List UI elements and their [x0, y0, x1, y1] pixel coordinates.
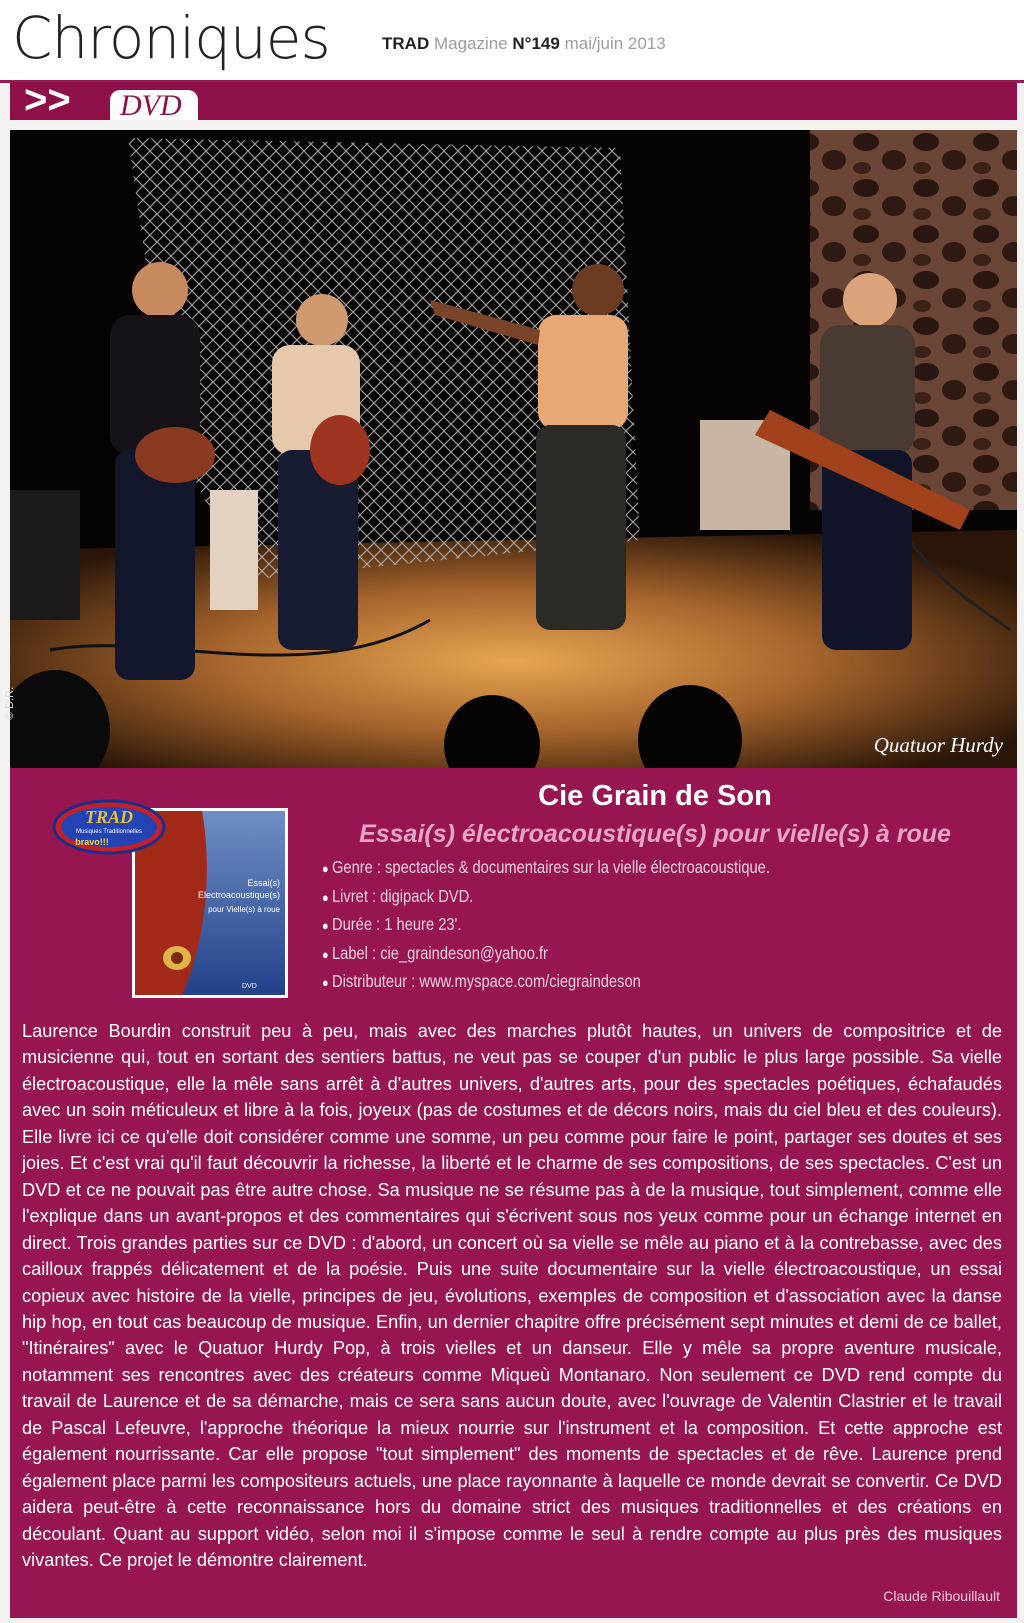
page-header — [0, 0, 1024, 83]
review-body: Laurence Bourdin construit peu à peu, mais avec des marches plutôt hautes, un univers de compositrice et de musicienne qui, tout en sortant des sentiers battus, ne veut pas se couper d'un public le plus large possible. Sa vielle électroacoustique, elle la mêle sans arrêt à d'autres univers, d'autres arts, pour des spectacles poétiques, échafaudés avec un soin méticuleux et libre à la fois, joyeux (pas de costumes et de décors noirs, mais du ciel bleu et des couleurs). Elle livre ici ce qu'elle doit considérer comme une somme, un peu comme pour faire le point, partager ses doutes et ses joies. Et c'est vrai qu'il faut découvrir la richesse, la liberté et le charme de ses compositions, de ses spectacles. C'est un DVD et ce ne pouvait pas être autre chose. Sa musique ne se résume pas à de la musique, tout simplement, comme elle l'explique dans un avant-propos et des commentaires qui s'écrivent sous nos yeux comme pour un échange internet en direct. Trois grandes parties sur ce DVD : d'abord, un concert où sa vielle se mêle au piano et à la contrebasse, avec des cailloux frappés délicatement et de la poésie. Puis une suite documentaire sur la vielle électroacoustique, un essai copieux avec histoire de la vielle, principes de jeu, évolutions, exemples de composition et d'association avec la danse hip hop, en tout cas beaucoup de musique. Enfin, un dernier chapitre offre précisément sept minutes et demi de ce ballet, "Itinéraires" avec le Quatuor Hurdy Pop, à trois vielles et un danseur. Elle y mêle sa propre aventure musicale, notamment ses rencontres avec des créateurs comme Miqueù Montanaro. Non seulement ce DVD rend compte du travail de Laurence et de sa démarche, mais ce sera sans aucun doute, avec l'ouvrage de Valentin Clastrier et le travail de Pascal Lefeuvre, l'approche théorique la mieux nourrie sur l'instrument et la composition. Et cette approche est également nourrissante. Car elle propose "tout simplement" des moments de spectacles et de rêve. Laurence prend également place parmi les compositeurs actuels, une place rayonnante à laquelle ce monde devrait se convertir. Ce DVD aidera peut-être à cette reconnaissance hors du domaine strict des musiques traditionnelles et des créations en découlant. Quant au support vidéo, selon moi il s'impose comme le seul à rendre compte au plus près des musiques vivantes. Ce projet le démontre clairement. — [22, 1021, 1002, 1571]
concert-photo — [10, 130, 1017, 768]
chevrons-icon: >> — [24, 78, 71, 122]
category-band — [10, 78, 1017, 122]
concert-photo-illustration — [10, 130, 1017, 768]
cover-dvd-mark: DVD — [242, 983, 257, 990]
category-label: DVD — [120, 89, 182, 122]
cover-line-1: Essai(s) — [247, 878, 280, 888]
artist-name: Cie Grain de Son — [538, 780, 772, 812]
magazine-info — [382, 34, 666, 54]
spec-duree: ● Durée : 1 heure 23'. — [322, 911, 826, 940]
trad-bravo-badge — [52, 796, 166, 858]
magazine-issue: N°149 — [512, 34, 560, 53]
magazine-date: mai/juin 2013 — [564, 34, 666, 53]
photo-credit: © D.R. — [4, 686, 16, 720]
review-author: Claude Ribouillault — [883, 1588, 1000, 1604]
magazine-name: Magazine — [433, 34, 508, 53]
spec-label: ● Label : cie_graindeson@yahoo.fr — [322, 940, 826, 969]
section-title: Chroniques — [12, 4, 330, 72]
cover-line-3: pour Vielle(s) à roue — [208, 905, 280, 914]
category-tab — [110, 90, 198, 120]
cover-line-2: Electroacoustique(s) — [197, 890, 280, 900]
album-specs — [322, 854, 826, 997]
spec-livret: ● Livret : digipack DVD. — [322, 883, 826, 912]
photo-caption: Quatuor Hurdy — [873, 733, 1003, 757]
badge-bravo: bravo!!! — [75, 837, 109, 847]
album-title: Essai(s) électroacoustique(s) pour vielle(s) à roue — [359, 820, 951, 848]
badge-subtitle: Musiques Traditionnelles — [75, 829, 143, 835]
magazine-brand: TRAD — [382, 34, 430, 53]
bravo-badge-icon — [52, 796, 166, 858]
badge-brand: TRAD — [84, 807, 134, 827]
spec-genre: ● Genre : spectacles & documentaires sur la vielle électroacoustique. — [322, 854, 826, 883]
spec-distributeur: ● Distributeur : www.myspace.com/ciegraindeson — [322, 968, 826, 997]
